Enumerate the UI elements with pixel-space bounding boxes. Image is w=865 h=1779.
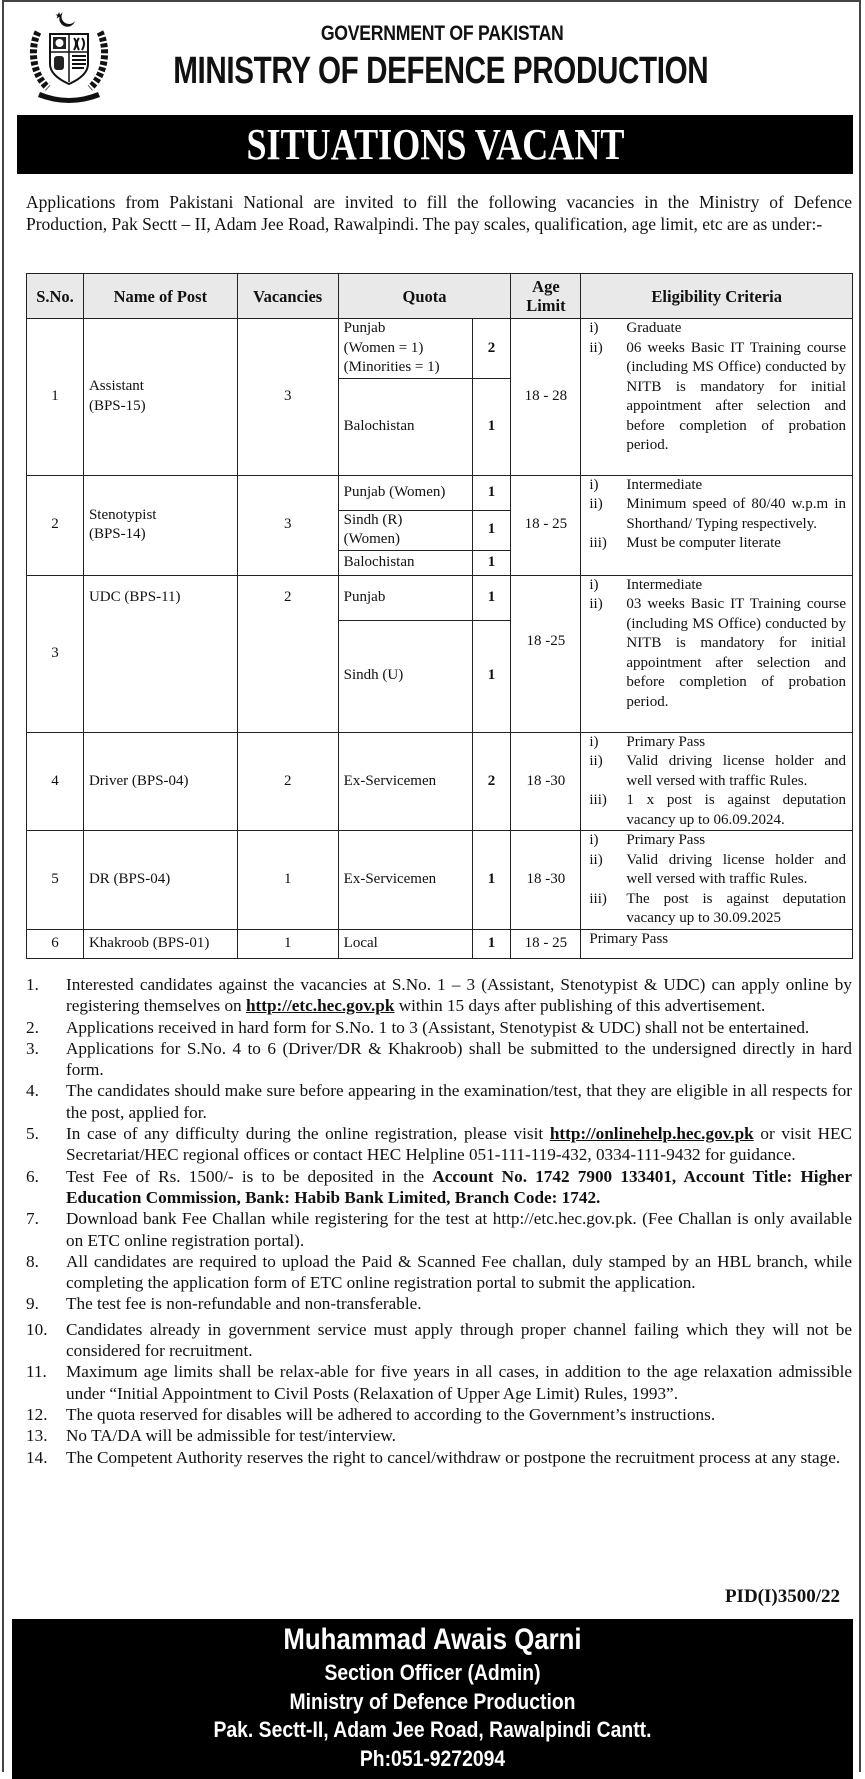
quota-count-cell: 1 bbox=[472, 550, 511, 575]
quota-cell bbox=[338, 550, 472, 575]
officer-name: Muhammad Awais Qarni bbox=[283, 1623, 582, 1656]
eligibility-item bbox=[589, 890, 846, 929]
quota-cell bbox=[338, 831, 472, 930]
eligibility-text: Graduate bbox=[626, 320, 682, 336]
eligibility-text: Must be computer literate bbox=[626, 535, 781, 551]
header-quota: Quota bbox=[338, 274, 511, 319]
signature-block bbox=[12, 1619, 853, 1779]
table-header-row bbox=[27, 274, 853, 319]
quota-name: (Minorities = 1) bbox=[343, 359, 440, 375]
table-row bbox=[27, 831, 853, 930]
intro-paragraph: Applications from Pakistani National are invited to fill the following vacancies in the Ministry of Defence Production, Pak Sectt – II, Adam Jee Road, Rawalpindi. The pay scales, qualification, age limit, etc are as under:- bbox=[26, 192, 852, 234]
quota-count-cell: 1 bbox=[472, 378, 511, 475]
note-text: No TA/DA will be admissible for test/interview. bbox=[66, 1426, 396, 1446]
eligibility-item bbox=[589, 851, 846, 890]
quota-name: Ex-Servicemen bbox=[343, 871, 437, 888]
note-item bbox=[26, 1017, 852, 1038]
table-row bbox=[27, 319, 853, 379]
note-item bbox=[26, 1251, 852, 1294]
quota-cell bbox=[338, 732, 472, 831]
eligibility-number: i) bbox=[589, 476, 599, 493]
post-cell bbox=[83, 319, 237, 476]
eligibility-text: 06 weeks Basic IT Training course (including MS Office) conducted by NITB is mandatory for initial appointment after selection and before completion of probation period. bbox=[626, 339, 846, 453]
quota-name: Ex-Servicemen bbox=[343, 772, 437, 789]
note-item bbox=[26, 974, 852, 1017]
table-row bbox=[27, 575, 853, 620]
title-banner bbox=[17, 115, 853, 174]
post-cell bbox=[83, 930, 237, 959]
age-limit-cell: 18 -30 bbox=[511, 831, 581, 930]
note-text: Candidates already in government service must apply through proper channel failing which they will not be considered for recruitment. bbox=[66, 1319, 852, 1361]
note-number: 4. bbox=[26, 1081, 39, 1101]
quota-count-cell: 1 bbox=[472, 831, 511, 930]
post-scale: (BPS-14) bbox=[88, 526, 146, 542]
eligibility-item bbox=[589, 752, 846, 791]
note-item bbox=[26, 1425, 852, 1446]
note-number: 3. bbox=[26, 1038, 39, 1058]
header-sno: S.No. bbox=[27, 274, 84, 319]
note-number: 2. bbox=[26, 1017, 39, 1037]
note-item bbox=[26, 1361, 852, 1404]
note-text: Download bank Fee Challan while registering for the test at http://etc.hec.gov.pk. (Fee Challan is only available on ETC online registration portal). bbox=[66, 1209, 852, 1250]
sno-cell: 5 bbox=[27, 831, 84, 930]
age-limit-cell: 18 -25 bbox=[511, 575, 581, 732]
eligibility-number: ii) bbox=[589, 496, 603, 512]
quota-name: Sindh (U) bbox=[343, 667, 404, 684]
quota-count-cell: 1 bbox=[472, 510, 511, 550]
note-number: 5. bbox=[26, 1124, 39, 1144]
post-name: Stenotypist bbox=[88, 506, 157, 523]
note-number: 7. bbox=[26, 1209, 39, 1229]
eligibility-item bbox=[589, 319, 846, 339]
eligibility-text: 03 weeks Basic IT Training course (including MS Office) conducted by NITB is mandatory for initial appointment after selection and before completion of probation period. bbox=[626, 596, 846, 710]
eligibility-number: i) bbox=[589, 832, 599, 848]
post-name: Khakroob (BPS-01) bbox=[88, 935, 210, 952]
quota-cell bbox=[338, 510, 472, 550]
eligibility-item bbox=[589, 831, 846, 851]
quota-count-cell: 1 bbox=[472, 930, 511, 959]
note-text bbox=[66, 1123, 852, 1166]
eligibility-item bbox=[589, 733, 846, 753]
officer-phone: Ph:051-9272094 bbox=[359, 1745, 506, 1771]
eligibility-cell bbox=[581, 831, 853, 930]
vacancies-cell: 3 bbox=[237, 319, 338, 476]
note-number: 14. bbox=[26, 1447, 48, 1467]
note-text bbox=[66, 974, 852, 1017]
quota-name: Local bbox=[343, 935, 378, 952]
post-name: Driver (BPS-04) bbox=[88, 772, 189, 789]
post-cell bbox=[83, 475, 237, 575]
sno-cell: 1 bbox=[27, 319, 84, 476]
eligibility-cell bbox=[581, 319, 853, 476]
quota-cell bbox=[338, 319, 472, 379]
post-scale: (BPS-15) bbox=[88, 397, 146, 414]
eligibility-number: iii) bbox=[589, 535, 607, 551]
eligibility-item bbox=[589, 339, 846, 456]
note-item bbox=[26, 1404, 852, 1425]
note-item bbox=[26, 1319, 852, 1362]
quota-name: Punjab bbox=[343, 320, 386, 336]
table-row bbox=[27, 732, 853, 831]
vacancies-cell: 2 bbox=[237, 732, 338, 831]
notes-list bbox=[26, 974, 852, 1468]
quota-name: (Women = 1) bbox=[343, 339, 424, 356]
note-item bbox=[26, 1447, 852, 1468]
note-text: The candidates should make sure before appearing in the examination/test, that they are eligible in all respects for the post, applied for. bbox=[66, 1081, 852, 1122]
eligibility-cell bbox=[581, 575, 853, 732]
note-text: Applications for S.No. 4 to 6 (Driver/DR & Khakroob) shall be submitted to the undersigned directly in hard form. bbox=[66, 1038, 852, 1080]
note-text-part: Interested candidates against the vacancies at S.No. 1 – 3 (Assistant, Stenotypist & UDC) can apply online by registering themselves on bbox=[66, 975, 852, 1016]
vacancies-table bbox=[26, 273, 853, 959]
quota-name: Balochistan bbox=[343, 417, 415, 434]
eligibility-item bbox=[589, 791, 846, 830]
note-number: 12. bbox=[26, 1404, 48, 1424]
eligibility-item bbox=[589, 534, 846, 554]
quota-cell bbox=[338, 378, 472, 475]
eligibility-text: The post is against deputation vacancy up to 30.09.2025 bbox=[626, 890, 846, 926]
vacancies-cell: 1 bbox=[237, 831, 338, 930]
post-name: Assistant bbox=[88, 378, 144, 395]
eligibility-number: iii) bbox=[589, 890, 607, 907]
eligibility-text: Intermediate bbox=[626, 576, 703, 593]
age-limit-cell: 18 - 25 bbox=[511, 930, 581, 959]
header-eligibility: Eligibility Criteria bbox=[581, 274, 853, 319]
note-text: The Competent Authority reserves the right to cancel/withdraw or postpone the recruitment process at any stage. bbox=[66, 1447, 841, 1467]
officer-address: Pak. Sectt-II, Adam Jee Road, Rawalpindi Cantt. bbox=[213, 1717, 652, 1742]
sno-cell: 6 bbox=[27, 930, 84, 959]
quota-count-cell: 2 bbox=[472, 732, 511, 831]
vacancies-cell: 2 bbox=[237, 575, 338, 732]
eligibility-number: ii) bbox=[589, 339, 603, 356]
note-text-part: In case of any difficulty during the online registration, please visit bbox=[66, 1124, 550, 1144]
bank-account-details: Account No. 1742 7900 133401, Account Title: Higher Education Commission, Bank: Habib Bank Limited, Branch Code: 1742. bbox=[66, 1166, 852, 1207]
eligibility-cell bbox=[581, 732, 853, 831]
eligibility-cell bbox=[581, 475, 853, 575]
note-item bbox=[26, 1208, 852, 1251]
eligibility-item bbox=[589, 476, 846, 496]
vacancies-cell: 3 bbox=[237, 475, 338, 575]
post-name: DR (BPS-04) bbox=[88, 871, 171, 888]
quota-name: Punjab (Women) bbox=[343, 483, 446, 500]
note-text: Maximum age limits shall be relax-able for five years in all cases, in addition to the age relaxation admissible under “Initial Appointment to Civil Posts (Relaxation of Upper Age Limit) Rules, 1993”. bbox=[66, 1362, 852, 1403]
table-row bbox=[27, 930, 853, 959]
age-limit-cell: 18 -30 bbox=[511, 732, 581, 831]
note-text bbox=[66, 1166, 852, 1209]
note-link[interactable]: http://onlinehelp.hec.gov.pk bbox=[549, 1124, 754, 1144]
note-number: 8. bbox=[26, 1251, 39, 1271]
eligibility-item bbox=[589, 576, 846, 596]
quota-count-cell: 1 bbox=[472, 475, 511, 510]
eligibility-number: i) bbox=[589, 320, 599, 336]
note-link[interactable]: http://etc.hec.gov.pk bbox=[245, 996, 395, 1016]
eligibility-item bbox=[589, 595, 846, 712]
quota-name: Balochistan bbox=[343, 553, 415, 570]
sno-cell: 3 bbox=[27, 575, 84, 732]
quota-count-cell: 1 bbox=[472, 575, 511, 620]
eligibility-number: i) bbox=[589, 733, 599, 750]
table-row bbox=[27, 475, 853, 510]
header-vacancies: Vacancies bbox=[237, 274, 338, 319]
note-number: 11. bbox=[26, 1362, 47, 1382]
quota-name: (Women) bbox=[343, 531, 400, 547]
eligibility-text: Valid driving license holder and well versed with traffic Rules. bbox=[626, 851, 846, 887]
quota-cell bbox=[338, 930, 472, 959]
age-limit-cell: 18 - 28 bbox=[511, 319, 581, 476]
eligibility-number: ii) bbox=[589, 753, 603, 769]
eligibility-number: i) bbox=[589, 576, 599, 593]
officer-ministry: Ministry of Defence Production bbox=[289, 1688, 576, 1714]
post-name: UDC (BPS-11) bbox=[88, 588, 181, 605]
eligibility-item bbox=[589, 495, 846, 534]
quota-cell bbox=[338, 475, 472, 510]
page-title: SITUATIONS VACANT bbox=[246, 120, 624, 169]
quota-name: Punjab bbox=[343, 588, 386, 605]
note-text-part: or visit HEC Secretariat/HEC regional offices or contact HEC Helpline 051-111-119-432, 0334-111-9432 for guidance. bbox=[66, 1124, 852, 1165]
note-number: 6. bbox=[26, 1166, 39, 1186]
post-cell bbox=[83, 831, 237, 930]
eligibility-text: Primary Pass bbox=[626, 832, 706, 848]
quota-cell bbox=[338, 575, 472, 620]
note-number: 9. bbox=[26, 1294, 39, 1314]
note-number: 10. bbox=[26, 1319, 48, 1339]
officer-designation: Section Officer (Admin) bbox=[324, 1660, 541, 1685]
eligibility-text: 1 x post is against deputation vacancy up to 06.09.2024. bbox=[626, 792, 846, 828]
note-text-part: within 15 days after publishing of this advertisement. bbox=[394, 996, 766, 1016]
eligibility-text: Minimum speed of 80/40 w.p.m in Shorthand/ Typing respectively. bbox=[626, 496, 846, 532]
note-item bbox=[26, 1080, 852, 1123]
note-item bbox=[26, 1166, 852, 1209]
sno-cell: 2 bbox=[27, 475, 84, 575]
note-item bbox=[26, 1123, 852, 1166]
post-cell bbox=[83, 732, 237, 831]
header-post: Name of Post bbox=[83, 274, 237, 319]
note-text: Applications received in hard form for S.No. 1 to 3 (Assistant, Stenotypist & UDC) shall not be entertained. bbox=[66, 1017, 810, 1037]
government-heading: GOVERNMENT OF PAKISTAN bbox=[320, 22, 564, 45]
note-item bbox=[26, 1038, 852, 1081]
note-number: 13. bbox=[26, 1426, 48, 1446]
age-limit-cell: 18 - 25 bbox=[511, 475, 581, 575]
eligibility-text: Primary Pass bbox=[626, 733, 706, 750]
eligibility-number: ii) bbox=[589, 596, 603, 612]
note-text: The quota reserved for disables will be adhered to according to the Government’s instructions. bbox=[66, 1404, 716, 1424]
post-cell bbox=[83, 575, 237, 732]
note-item bbox=[26, 1293, 852, 1314]
pid-number: PID(I)3500/22 bbox=[724, 1586, 840, 1607]
note-text: All candidates are required to upload the Paid & Scanned Fee challan, duly stamped by an HBL branch, while completing the application form of ETC online registration portal to submit the application. bbox=[66, 1251, 852, 1293]
note-text-part: Test Fee of Rs. 1500/- is to be deposited in the bbox=[66, 1166, 433, 1186]
note-number: 1. bbox=[26, 975, 39, 994]
sno-cell: 4 bbox=[27, 732, 84, 831]
eligibility-text: Valid driving license holder and well versed with traffic Rules. bbox=[626, 753, 846, 789]
ministry-heading: MINISTRY OF DEFENCE PRODUCTION bbox=[173, 50, 709, 92]
quota-cell bbox=[338, 620, 472, 732]
eligibility-cell: Primary Pass bbox=[581, 930, 853, 959]
note-text: The test fee is non-refundable and non-transferable. bbox=[66, 1294, 422, 1314]
quota-name: Sindh (R) bbox=[343, 511, 403, 528]
quota-count-cell: 1 bbox=[472, 620, 511, 732]
eligibility-text: Intermediate bbox=[626, 476, 703, 493]
vacancies-cell: 1 bbox=[237, 930, 338, 959]
eligibility-number: ii) bbox=[589, 851, 603, 868]
header-age-limit: Age Limit bbox=[511, 274, 581, 319]
quota-count-cell: 2 bbox=[472, 319, 511, 379]
eligibility-number: iii) bbox=[589, 792, 607, 808]
